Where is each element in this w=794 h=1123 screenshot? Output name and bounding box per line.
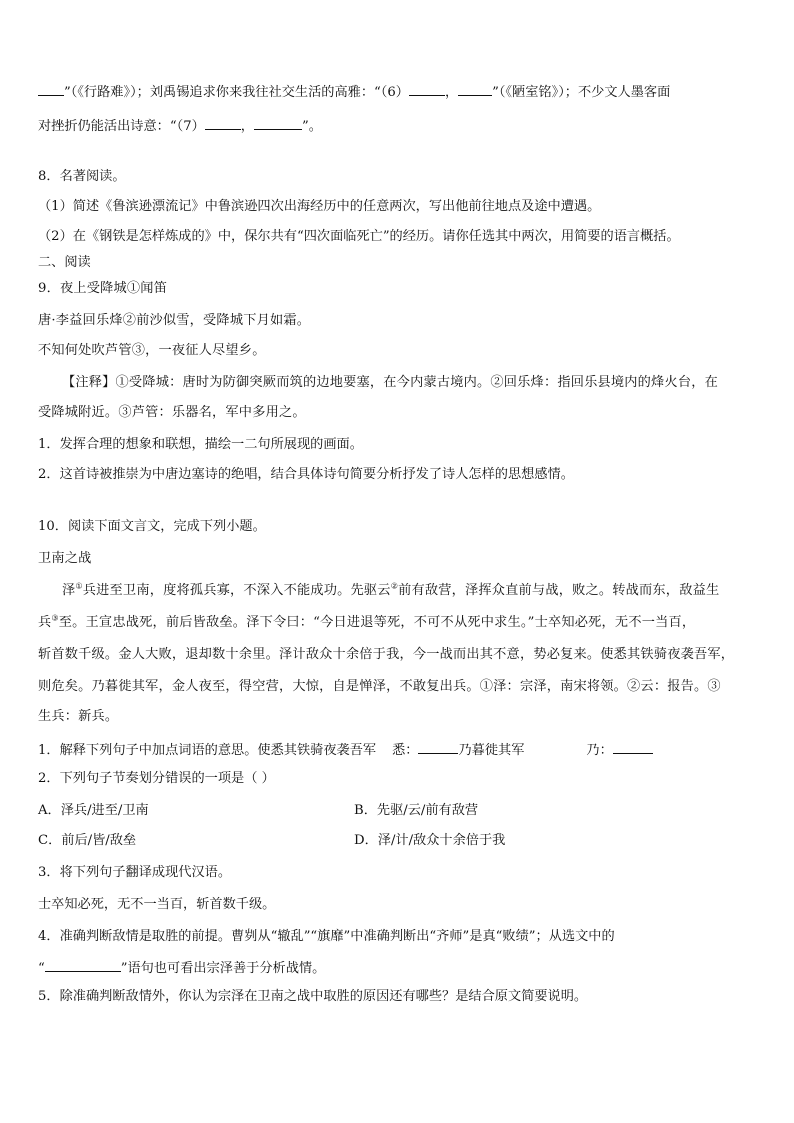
answer-blank-7b[interactable]: [254, 116, 302, 130]
q10-sub2: 2．下列句子节奏划分错误的一项是（ ）: [38, 771, 275, 786]
fill-line-1: ”（《行路难》）；刘禹锡追求你来我往社交生活的高雅：“（6） ， ”（《陋室铭》）；不少文人墨客面: [38, 82, 758, 102]
q9-title: 9．夜上受降城①闻笛: [38, 281, 168, 296]
answer-blank-nai[interactable]: [613, 740, 653, 754]
q10-sub4: 4．准确判断敌情是取胜的前提。曹刿从“辙乱”“旗靡”中准确判断出“齐师”是真“败绩”；从选文中的: [38, 929, 615, 944]
q9-sub2: 2．这首诗被推崇为中唐边塞诗的绝唱，结合具体诗句简要分析抒发了诗人怎样的思想感情。: [38, 467, 574, 482]
q10-title: 10．阅读下面文言文，完成下列小题。: [38, 519, 266, 534]
passage-line-5: 生兵：新兵。: [38, 709, 119, 724]
q10-sub3-sentence: 士卒知必死，无不一当百，斩首数千级。: [38, 897, 276, 912]
poem-note-1: 【注释】①受降城：唐时为防御突厥而筑的边地要塞，在今内蒙古境内。②回乐烽：指回乐县境内的烽火台，在: [62, 375, 718, 390]
passage-line-2: 兵③至。王宣忠战死，前后皆敌垒。泽下令曰：“今日进退等死，不可不从死中求生。”士卒知必死，无不一当百，: [38, 613, 696, 630]
passage-line-1: 泽①兵进至卫南，度将孤兵寡，不深入不能成功。先驱云②前有敌营，泽挥众直前与战，败之。转战而东，敌益生: [62, 581, 720, 598]
options-row-1: [38, 802, 758, 820]
passage-title: 卫南之战: [38, 551, 92, 566]
poem-line-1: 唐·李益回乐烽②前沙似雪，受降城下月如霜。: [38, 313, 311, 328]
answer-blank[interactable]: [38, 82, 64, 96]
q10-sub5: 5．除准确判断敌情外，你认为宗泽在卫南之战中取胜的原因还有哪些？是结合原文简要说明。: [38, 989, 588, 1004]
q10-sub3: 3．将下列句子翻译成现代汉语。: [38, 865, 232, 880]
q8-part2: （2）在《钢铁是怎样炼成的》中，保尔共有“四次面临死亡”的经历。请你任选其中两次，用简要的语言概括。: [38, 229, 680, 244]
option-c[interactable]: C．前后/皆/敌垒: [38, 833, 137, 848]
fill-line-2: 对挫折仍能活出诗意：“（7） ， ”。: [38, 116, 758, 136]
answer-blank-7a[interactable]: [205, 116, 241, 130]
q8-title: 8．名著阅读。: [38, 169, 126, 184]
option-b[interactable]: B．先驱/云/前有敌营: [354, 803, 479, 818]
options-row-2: [38, 832, 758, 850]
q8-part1: （1）简述《鲁滨逊漂流记》中鲁滨逊四次出海经历中的任意两次，写出他前往地点及途中遭遇。: [38, 199, 601, 214]
answer-blank-6b[interactable]: [458, 82, 492, 96]
q10-sub4-cont: “ ”语句也可看出宗泽善于分析战情。: [38, 958, 758, 978]
answer-blank-quote[interactable]: [45, 958, 121, 972]
poem-line-2: 不知何处吹芦管③，一夜征人尽望乡。: [38, 343, 266, 358]
q10-sub1: 1．解释下列句子中加点词语的意思。使悉其铁骑夜袭吾军 悉： 乃暮徙其军 乃：: [38, 740, 758, 760]
option-a[interactable]: A．泽兵/进至/卫南: [38, 803, 149, 818]
poem-note-2: 受降城附近。③芦管：乐器名，军中多用之。: [38, 405, 306, 420]
section-title: 二、阅读: [38, 255, 91, 270]
answer-blank-xi[interactable]: [418, 740, 458, 754]
passage-line-3: 斩首数千级。金人大败，退却数十余里。泽计敌众十余倍于我，今一战而出其不意，势必复来。使悉其铁骑夜袭吾军，: [38, 647, 735, 662]
q9-sub1: 1．发挥合理的想象和联想，描绘一二句所展现的画面。: [38, 437, 363, 452]
passage-line-4: 则危矣。乃暮徙其军，金人夜至，得空营，大惊，自是惮泽，不敢复出兵。①泽：宗泽，南宋将领。②云：报告。③: [38, 679, 721, 694]
answer-blank-6a[interactable]: [409, 82, 445, 96]
option-d[interactable]: D．泽/计/敌众十余倍于我: [354, 833, 506, 848]
